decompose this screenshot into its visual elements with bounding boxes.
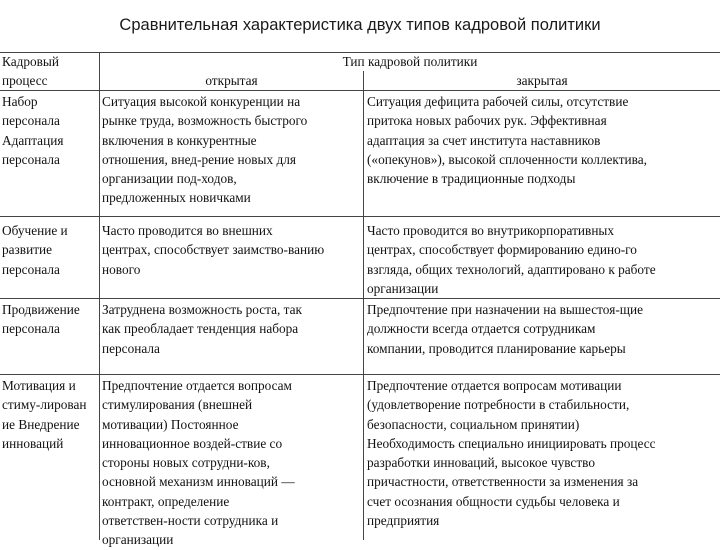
row-divider-3 [0, 374, 720, 375]
header-closed: закрытая [516, 73, 568, 88]
row-1-process: Набор персонала Адаптация персонала [2, 94, 64, 167]
header-policy-type: Тип кадровой политики [342, 54, 478, 69]
page-title: Сравнительная характеристика двух типов кадровой политики [119, 16, 601, 34]
col-divider-1 [99, 52, 100, 540]
row-3-open: Затруднена возможность роста, так как преобладает тенденция набора персонала [102, 302, 303, 356]
row-4-open: Предпочтение отдается вопросам стимулирования (внешней мотивации) Постоянное инновационное воздей-ствие со стороны новых сотрудни-ков, основной механизм инноваций — контракт, определение ответствен-ности сотрудника и организации [102, 378, 295, 548]
row-2-open: Часто проводится во внешних центрах, способствует заимство-ванию нового [102, 223, 325, 277]
header-process: Кадровый процесс [2, 54, 59, 89]
row-3-closed: Предпочтение при назначении на вышестоя-щие должности всегда отдается сотрудникам компании, проводится планирование карьеры [367, 302, 644, 356]
row-1-closed: Ситуация дефицита рабочей силы, отсутствие притока новых рабочих рук. Эффективная адаптация за счет института наставников («опекунов»), высокой сплоченности коллектива, включение в традиционные подходы [367, 94, 647, 187]
row-4-closed: Предпочтение отдается вопросам мотивации (удовлетворение потребности в стабильности, безопасности, социальном принятии) Необходимость специально инициировать процесс разработки инноваций, высокое чувство причастности, ответственности за изменения за счет осознания общности судьбы человека и предприятия [367, 378, 656, 529]
row-4-process: Мотивация и стиму-лирован ие Внедрение инноваций [2, 378, 87, 451]
row-2-closed: Часто проводится во внутрикорпоративных центрах, способствует формированию едино-го взгляда, общих технологий, адаптировано к работе организации [367, 223, 656, 296]
row-3-process: Продвижение персонала [2, 302, 80, 337]
row-1-open: Ситуация высокой конкуренции на рынке труда, возможность быстрого включения в конкурентные отношения, внед-рение новых для организации под-ходов, предложенных новичками [102, 94, 308, 206]
header-open: открытая [205, 73, 258, 88]
row-divider-1 [0, 216, 720, 217]
col-divider-2 [363, 71, 364, 540]
row-2-process: Обучение и развитие персонала [2, 223, 68, 277]
